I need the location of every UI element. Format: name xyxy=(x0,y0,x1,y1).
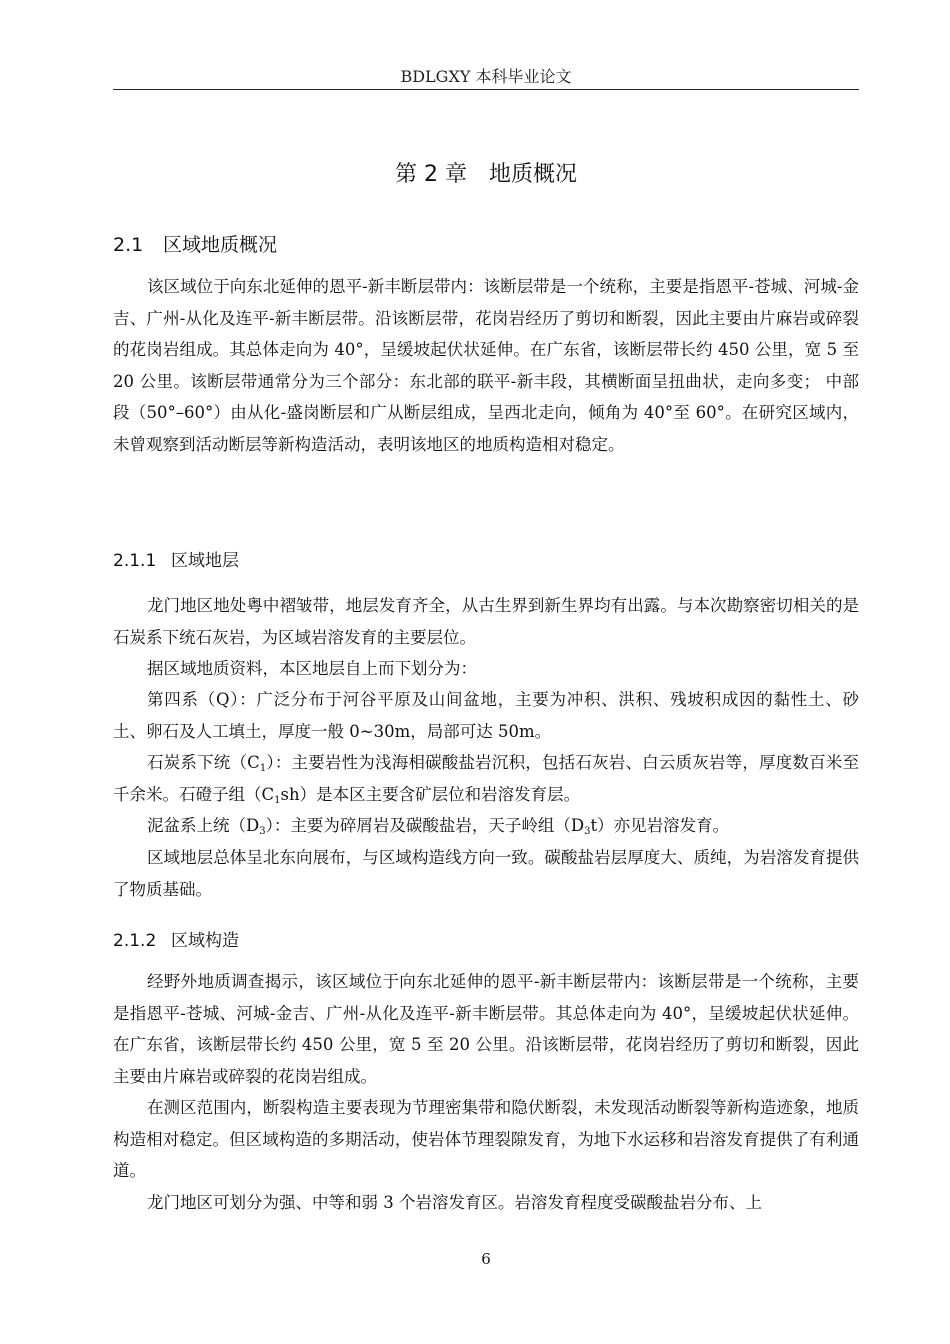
section-number: 2.1.2 xyxy=(113,931,157,951)
chapter-number: 第 2 章 xyxy=(395,162,467,187)
stratum-quaternary: 第四系（Q）：广泛分布于河谷平原及山间盆地，主要为冲积、洪积、残坡积成因的黏性土、砂土、卵石及人工填土，厚度一般 0~30m，局部可达 50m。 xyxy=(113,690,859,741)
section-title: 区域构造 xyxy=(171,931,239,951)
section-number: 2.1.1 xyxy=(113,551,157,571)
page-number: 6 xyxy=(481,1250,491,1268)
section-title: 区域地层 xyxy=(171,551,239,571)
stratum-carboniferous: 石炭系下统$(C_1)$：主要岩性为浅海相碳酸盐岩沉积，包括石灰岩、白云质灰岩等，厚度数百米至千余米。石磴子组$(C_1sh)$是本区主要含矿层位和岩溶发育层。 xyxy=(113,753,860,806)
stratum-paragraph-1: 龙门地区地处粤中褶皱带，地层发育齐全，从古生界到新生界均有出露。与本次勘察密切相关的是石炭系下统石灰岩，为区域岩溶发育的主要层位。 xyxy=(113,596,859,647)
section-heading-2-1-2 xyxy=(113,929,239,953)
page-header: BDLGXY 本科毕业论文 xyxy=(400,67,572,86)
structure-paragraph-2: 在测区范围内，断裂构造主要表现为节理密集带和隐伏断裂，未发现活动断裂等新构造迹象，地质构造相对稳定。但区域构造的多期活动，使岩体节理裂隙发育，为地下水运移和岩溶发育提供了有利通道。 xyxy=(113,1098,859,1180)
stratum-devonian: 泥盆系上统$(D_3)$：主要为碎屑岩及碳酸盐岩，天子岭组$(D_3t)$亦见岩溶发育。 xyxy=(147,816,730,837)
stratum-summary: 区域地层总体呈北东向展布，与区域构造线方向一致。碳酸盐岩层厚度大、质纯，为岩溶发育提供了物质基础。 xyxy=(113,848,859,899)
chapter-title xyxy=(113,160,859,190)
chapter-name: 地质概况 xyxy=(488,162,577,187)
section-2-1-paragraph: 该区域位于向东北延伸的恩平-新丰断层带内：该断层带是一个统称，主要是指恩平-苍城、河城-金吉、广州-从化及连平-新丰断层带。沿该断层带，花岗岩经历了剪切和断裂，因此主要由片麻岩或碎裂的花岗岩组成。其总体走向为 40°，呈缓坡起伏状延伸。在广东省，该断层带长约 450 公里，宽 5 至 20 公里。该断层带通常分为三个部分：东北部的联平-新丰段，其横断面呈扭曲状，走向多变； 中部段（50°–60°）由从化-盛岗断层和广从断层组成，呈西北走向，倾角为 40°至 60°。在研究区域内，未曾观察到活动断层等新构造活动，表明该地区的地质构造相对稳定。 xyxy=(113,277,859,454)
header-rule xyxy=(113,89,859,90)
stratum-paragraph-2: 据区域地质资料，本区地层自上而下划分为： xyxy=(147,659,477,678)
structure-paragraph-3: 龙门地区可划分为强、中等和弱 3 个岩溶发育区。岩溶发育程度受碳酸盐岩分布、上 xyxy=(147,1193,762,1212)
section-heading-2-1 xyxy=(113,232,277,258)
structure-paragraph-1: 经野外地质调查揭示，该区域位于向东北延伸的恩平-新丰断层带内：该断层带是一个统称，主要是指恩平-苍城、河城-金吉、广州-从化及连平-新丰断层带。其总体走向为 40°，呈缓坡起伏状延伸。在广东省，该断层带长约 450 公里，宽 5 至 20 公里。沿该断层带，花岗岩经历了剪切和断裂，因此主要由片麻岩或碎裂的花岗岩组成。 xyxy=(113,972,859,1086)
section-title: 区域地质概况 xyxy=(163,234,278,256)
section-number: 2.1 xyxy=(113,234,144,256)
section-heading-2-1-1 xyxy=(113,549,239,573)
